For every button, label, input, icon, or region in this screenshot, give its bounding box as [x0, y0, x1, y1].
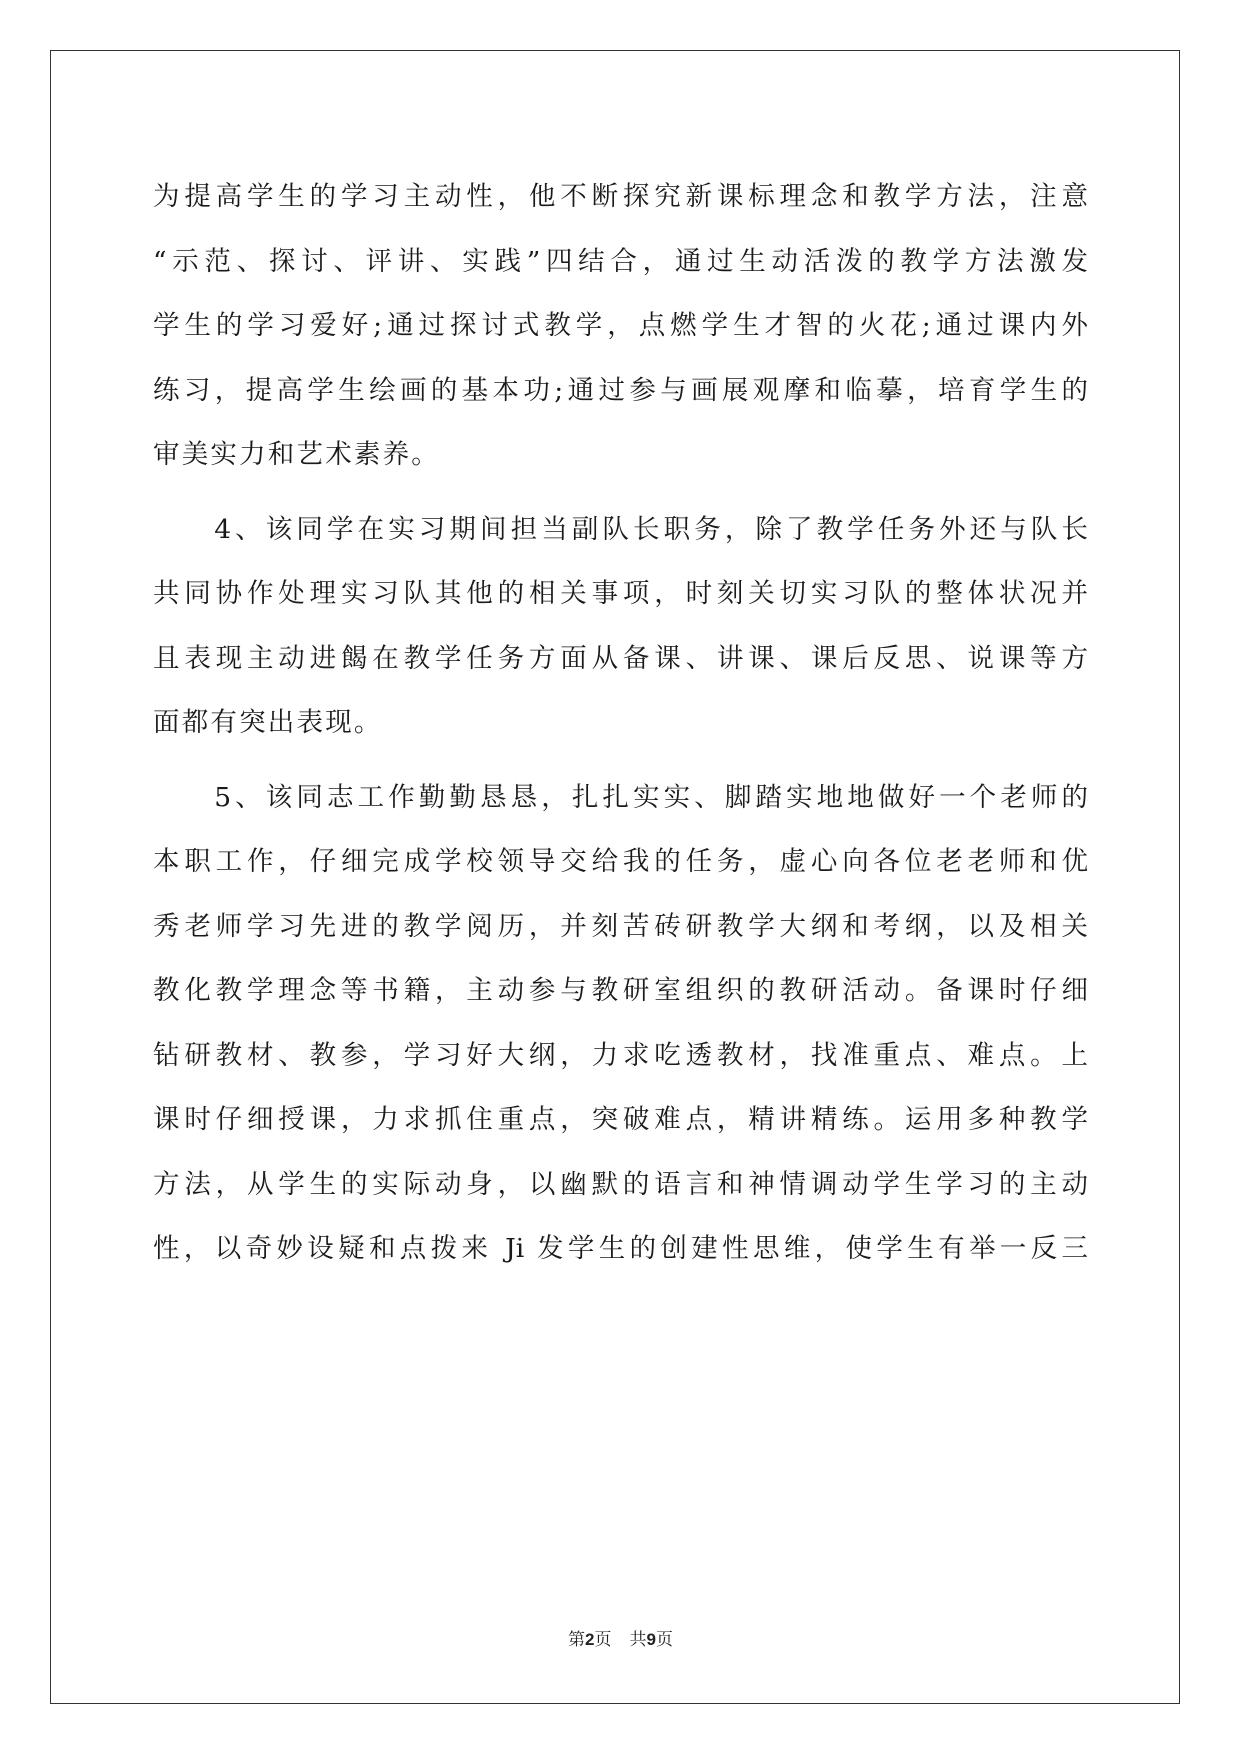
text-line: 本职工作，仔细完成学校领导交给我的任务，虚心向各位老老师和优: [153, 846, 1088, 877]
text-line: 课时仔细授课，力求抓住重点，突破难点，精讲精练。运用多种教学: [153, 1104, 1088, 1135]
paragraph-2: [153, 498, 1088, 756]
paragraph-3: [153, 766, 1088, 1282]
page-suffix: 页: [594, 1630, 612, 1650]
page-footer: [0, 1625, 1241, 1650]
text-line: 共同协作处理实习队其他的相关事项，时刻关切实习队的整体状况并: [153, 578, 1088, 609]
text-line: 方法，从学生的实际动身，以幽默的语言和神情调动学生学习的主动: [153, 1168, 1088, 1200]
text-line: 为提高学生的学习主动性，他不断探究新课标理念和教学方法，注意: [153, 181, 1088, 212]
total-pages: 9: [646, 1630, 656, 1649]
text-line: 4、该同学在实习期间担当副队长职务，除了教学任务外还与队长: [153, 513, 1088, 545]
text-line: 学生的学习爱好;通过探讨式教学，点燃学生才智的火花;通过课内外: [153, 310, 1088, 341]
page-prefix: 第: [568, 1630, 586, 1650]
paragraph-1: [153, 165, 1088, 488]
text-line: “示范、探讨、评讲、实践”四结合，通过生动活泼的教学方法激发: [153, 245, 1088, 277]
text-line: 5、该同志工作勤勤恳恳，扎扎实实、脚踏实地地做好一个老师的: [153, 781, 1088, 813]
total-prefix: 共: [629, 1630, 647, 1650]
total-suffix: 页: [655, 1630, 673, 1650]
text-line: 且表现主动进餲在教学任务方面从备课、讲课、课后反思、说课等方: [153, 642, 1088, 674]
text-line: 秀老师学习先进的教学阅历，并刻苦砖研教学大纲和考纲，以及相关: [153, 910, 1088, 942]
document-body: [153, 165, 1088, 1282]
text-line: 审美实力和艺术素养。: [153, 439, 440, 470]
page-number: 2: [585, 1630, 595, 1649]
text-line: 教化教学理念等书籍，主动参与教研室组织的教研活动。备课时仔细: [153, 975, 1088, 1006]
text-line: 钻研教材、教参，学习好大纲，力求吃透教材，找准重点、难点。上: [153, 1039, 1088, 1071]
text-line: 面都有突出表现。: [153, 707, 383, 738]
text-line: 练习，提高学生绘画的基本功;通过参与画展观摩和临摹，培育学生的: [153, 374, 1088, 406]
text-line: 性，以奇妙设疑和点拨来 Ji 发学生的创建性思维，使学生有举一反三: [153, 1233, 1088, 1264]
